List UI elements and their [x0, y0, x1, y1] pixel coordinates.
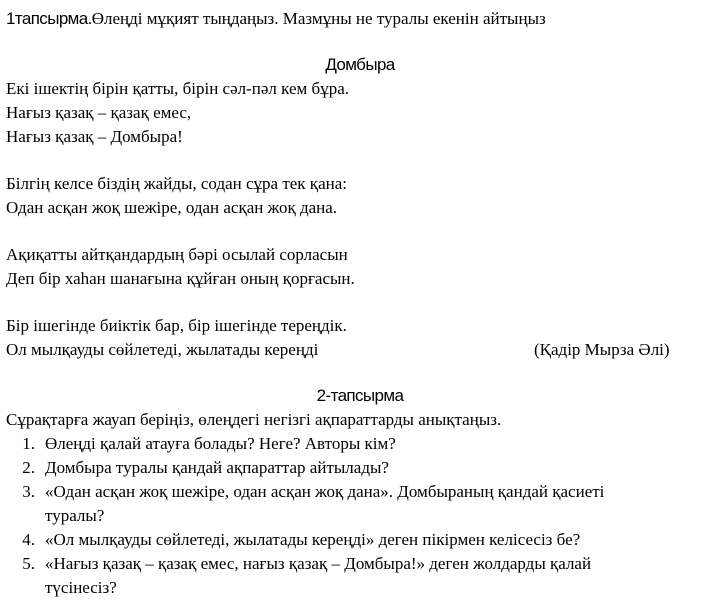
- question-text-continued: түсінесіз?: [45, 578, 117, 597]
- poem-title: Домбыра: [325, 55, 395, 74]
- question-text: «Нағыз қазақ – қазақ емес, нағыз қазақ – Домбыра!» деген жолдарды қалай: [45, 554, 592, 573]
- question-number: 5.: [22, 554, 35, 573]
- question-number: 3.: [22, 482, 35, 501]
- question-text: Өлеңді қалай атауға болады? Неге? Авторы кім?: [45, 434, 396, 453]
- question-text: «Ол мылқауды сөйлетеді, жылатады кереңді» деген пікірмен келісесіз бе?: [45, 530, 581, 549]
- poem-line: Бір ішегінде биіктік бар, бір ішегінде тереңдік.: [6, 316, 347, 335]
- task1-instruction: Өлеңді мұқият тыңдаңыз. Мазмұны не туралы екенін айтыңыз: [91, 9, 546, 28]
- poem-line: Екі ішектің бірін қатты, бірін сәл-пәл кем бұра.: [6, 79, 349, 98]
- question-text-continued: туралы?: [45, 506, 105, 525]
- task2-instruction: Сұрақтарға жауап беріңіз, өлеңдегі негізгі ақпараттарды анықтаңыз.: [6, 410, 502, 429]
- question-number: 4.: [22, 530, 35, 549]
- poem-line: Нағыз қазақ – Домбыра!: [6, 127, 183, 146]
- poem-line: Ол мылқауды сөйлетеді, жылатады кереңді: [6, 340, 319, 359]
- poem-author: (Қадір Мырза Әлі): [534, 340, 670, 359]
- question-number: 1.: [22, 434, 35, 453]
- question-number: 2.: [22, 458, 35, 477]
- poem-line: Ақиқатты айтқандардың бәрі осылай сорласын: [6, 245, 348, 264]
- question-text: Домбыра туралы қандай ақпараттар айтылады?: [45, 458, 389, 477]
- task1-heading: [6, 7, 546, 31]
- poem-line: Одан асқан жоқ шежіре, одан асқан жоқ дана.: [6, 198, 338, 217]
- question-text: «Одан асқан жоқ шежіре, одан асқан жоқ дана». Домбыраның қандай қасиеті: [45, 482, 605, 501]
- task1-label: 1тапсырма.: [6, 9, 92, 28]
- poem-line: Білгің келсе біздің жайды, содан сұра тек қана:: [6, 174, 347, 193]
- task2-title: 2-тапсырма: [316, 386, 404, 405]
- poem-line: Нағыз қазақ – қазақ емес,: [6, 103, 192, 122]
- poem-line: Деп бір хаһан шанағына құйған оның қорғасын.: [6, 269, 355, 288]
